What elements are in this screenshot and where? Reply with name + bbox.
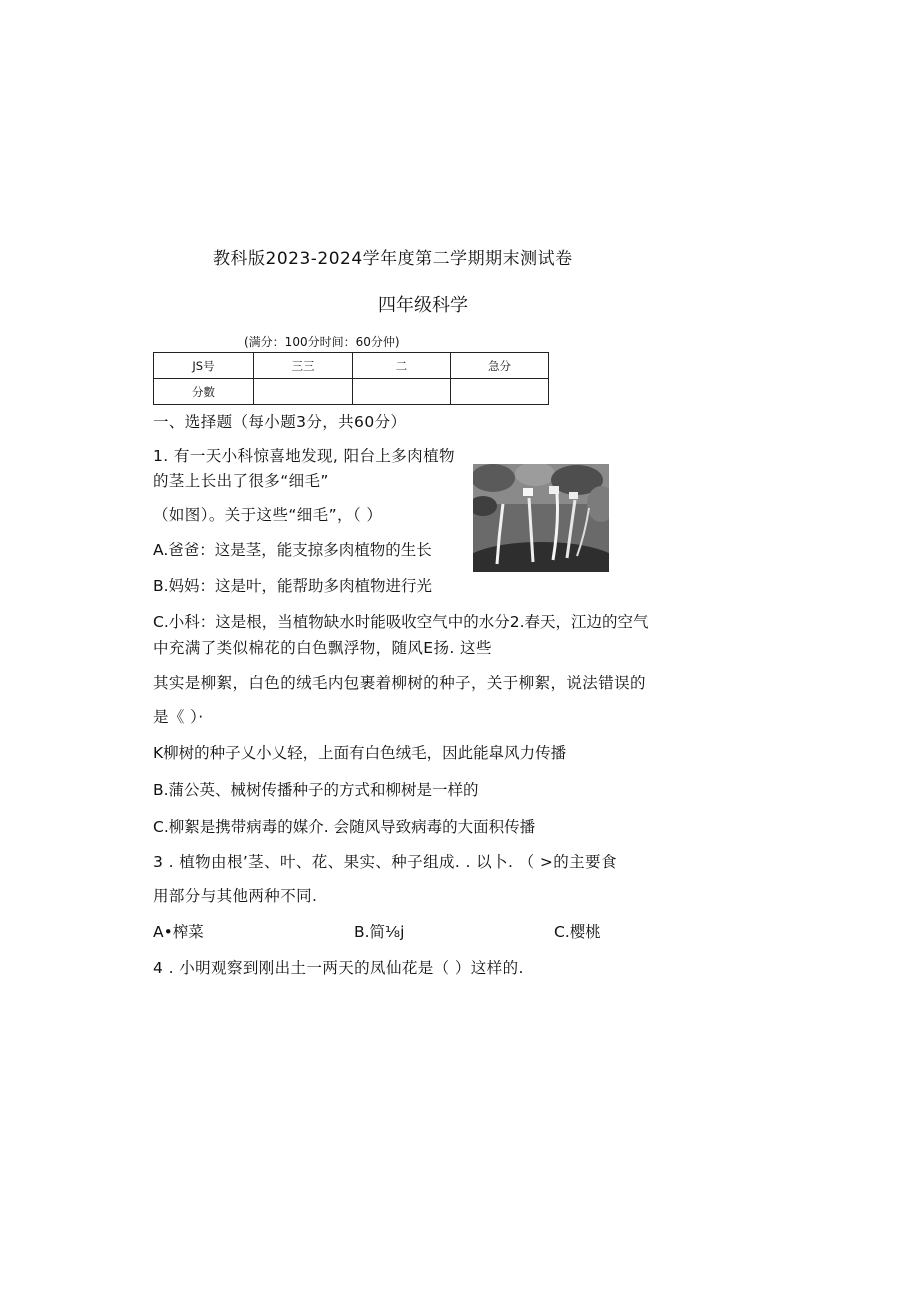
q2-line1: 中充满了类似棉花的白色飘浮物，随风E扬. 这些 <box>153 639 492 657</box>
q3-option-a: A•榨菜 <box>153 923 204 941</box>
q1-option-a: A.爸爸：这是茎，能支掠多肉植物的生长 <box>153 541 432 559</box>
paper-title: 教科版2023-2024学年度第二学期期末测试卷 <box>213 249 573 269</box>
exam-info: (满分：100分时间：60分仲) <box>244 335 400 349</box>
q1-option-c: C.小科：这是根，当植物缺水时能吸收空气中的水分2.春天，江边的空气 <box>153 613 649 631</box>
q3-line1: 3 . 植物由根’茎、叶、花、果实、种子组成. . 以卜. （ >的主要食 <box>153 853 617 871</box>
score-cell <box>353 379 451 405</box>
q3-option-b: B.简⅛j <box>354 923 405 941</box>
section-heading: 一、选择题（每小题3分，共60分） <box>153 413 407 431</box>
score-table <box>153 352 549 405</box>
succulent-aerial-roots-photo <box>473 464 609 572</box>
q1-option-b: B.妈妈：这是叶，能帮助多肉植物进行光 <box>153 577 433 595</box>
score-cell <box>451 379 549 405</box>
q2-option-b: B.蒲公英、械树传播种子的方式和柳树是一样的 <box>153 781 479 799</box>
score-header-cell: 二 <box>353 353 451 379</box>
q4-line1: 4 . 小明观察到刚出土一两天的凤仙花是（ ）这样的. <box>153 959 524 977</box>
q3-line2: 用部分与其他两种不同. <box>153 887 318 905</box>
score-table-header-row <box>154 353 549 379</box>
score-row-label: 分數 <box>154 379 254 405</box>
score-header-cell: 急分 <box>451 353 549 379</box>
q2-option-c: C.柳絮是携带病毒的媒介. 会随风导致病毒的大面积传播 <box>153 818 536 836</box>
q1-line3: （如图）。关于这些“细毛”，（ ） <box>153 506 383 524</box>
q2-option-a: K柳树的种子乂小乂轻，上面有白色绒毛，因此能皐风力传播 <box>153 744 567 762</box>
score-cell <box>254 379 353 405</box>
q1-line1: 1. 有一天小科惊喜地发现, 阳台上多肉植物 <box>153 447 455 465</box>
score-header-cell: JS号 <box>154 353 254 379</box>
paper-subtitle: 四年级科学 <box>378 295 468 316</box>
score-table-row <box>154 379 549 405</box>
q2-line2: 其实是柳絮，白色的绒毛内包裹着柳树的种子，关于柳絮，说法错误的 <box>153 674 646 692</box>
q1-line2: 的茎上长出了很多“细毛” <box>153 472 329 490</box>
q3-option-c: C.樱桃 <box>554 923 601 941</box>
score-header-cell: 三三 <box>254 353 353 379</box>
q2-line3: 是《 ）· <box>153 708 204 726</box>
